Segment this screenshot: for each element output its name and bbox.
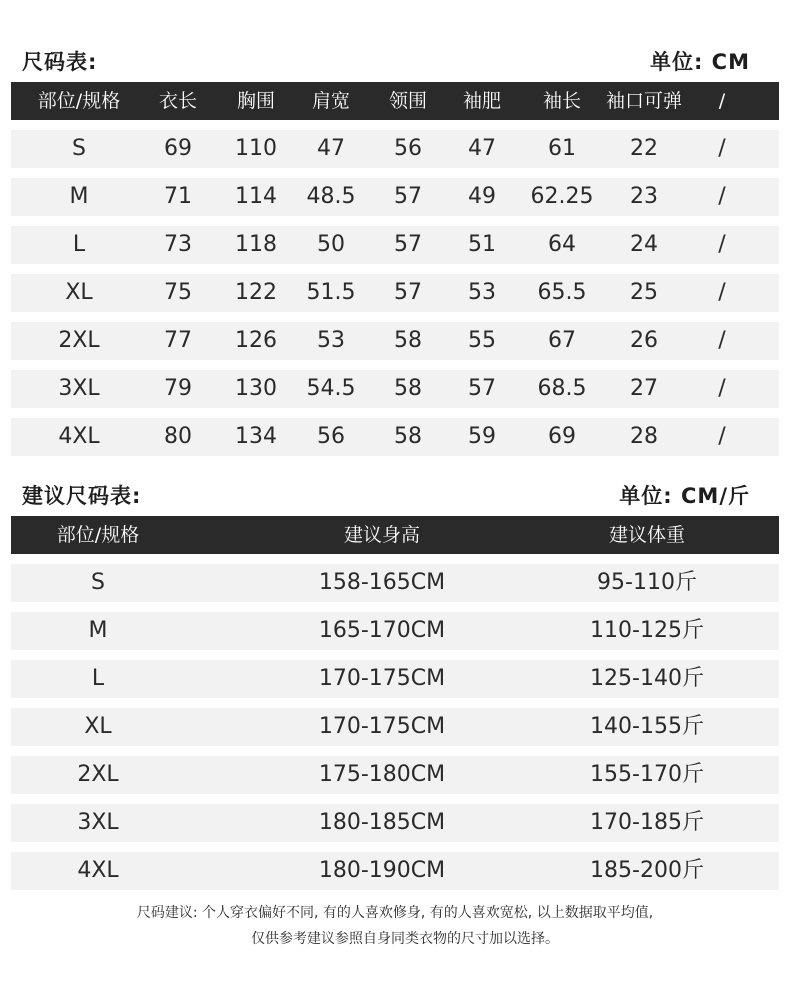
size-table-row (11, 370, 779, 408)
size-table-header-cell: 部位/规格 (37, 90, 121, 112)
size-table-cell: 53 (317, 328, 345, 353)
suggest-table-cell: L (91, 666, 105, 691)
size-table-cell: 62.25 (530, 184, 594, 209)
size-advice-note (0, 900, 790, 952)
size-table-cell: 51 (468, 232, 496, 257)
suggest-table-title: 建议尺码表: (22, 484, 142, 508)
size-table-header-cell: 衣长 (158, 90, 198, 112)
size-table-heading (0, 40, 790, 80)
size-table-cell: 2XL (58, 328, 100, 353)
size-table-header-cell: 袖口可弹 (605, 90, 683, 112)
size-table-cell: 75 (164, 280, 192, 305)
suggest-table-cell: 125-140斤 (590, 666, 704, 691)
size-table-cell: / (718, 424, 726, 449)
suggest-table-header-cell: 建议身高 (343, 524, 421, 546)
size-table-cell: L (72, 232, 86, 257)
size-table-cell: 65.5 (537, 280, 587, 305)
suggest-table-cell: 2XL (77, 762, 119, 787)
size-table-header-cell: 袖长 (542, 90, 582, 112)
suggest-table-header-row (11, 516, 779, 554)
size-table-header-row (11, 82, 779, 120)
size-table-title: 尺码表: (22, 50, 98, 74)
size-table-cell: 56 (394, 136, 422, 161)
size-table-row (11, 418, 779, 456)
size-table-cell: 58 (394, 424, 422, 449)
size-table-cell: 122 (235, 280, 277, 305)
size-table-cell: 110 (235, 136, 277, 161)
size-table-cell: 27 (630, 376, 658, 401)
size-table-cell: 49 (468, 184, 496, 209)
size-table-cell: 51.5 (306, 280, 356, 305)
size-table-cell: 47 (468, 136, 496, 161)
size-table-cell: 56 (317, 424, 345, 449)
size-table-row (11, 226, 779, 264)
size-table-cell: 57 (394, 184, 422, 209)
suggest-table-header-cell: 建议体重 (608, 524, 686, 546)
size-table-cell: 73 (164, 232, 192, 257)
suggest-table-cell: 158-165CM (318, 570, 446, 595)
suggest-table-row (11, 660, 779, 698)
size-table-unit: 单位: CM (649, 50, 750, 74)
size-table-cell: M (69, 184, 89, 209)
suggest-table-cell: M (88, 618, 108, 643)
size-table-header-cell: 肩宽 (311, 90, 351, 112)
size-table-cell: 130 (235, 376, 277, 401)
suggest-table-cell: 180-185CM (318, 810, 446, 835)
size-table-header-cell: / (718, 90, 726, 112)
size-table-cell: 54.5 (306, 376, 356, 401)
size-table-cell: 22 (630, 136, 658, 161)
size-table-cell: 69 (548, 424, 576, 449)
size-advice-line-2: 仅供参考建议参照自身同类衣物的尺寸加以选择。 (251, 931, 559, 947)
size-table-cell: 59 (468, 424, 496, 449)
size-table-header-cell: 袖肥 (462, 90, 502, 112)
size-table-cell: 79 (164, 376, 192, 401)
size-table-cell: 48.5 (306, 184, 356, 209)
size-table-cell: / (718, 328, 726, 353)
suggest-table-cell: 110-125斤 (590, 618, 704, 643)
suggest-table-cell: S (91, 570, 105, 595)
suggest-table-row (11, 756, 779, 794)
suggest-table-cell: 170-185斤 (590, 810, 704, 835)
size-table-cell: / (718, 136, 726, 161)
size-table-cell: 61 (548, 136, 576, 161)
suggest-table-row (11, 612, 779, 650)
size-table-cell: 57 (394, 232, 422, 257)
size-table-header-cell: 领围 (388, 90, 428, 112)
suggest-table-row (11, 852, 779, 890)
size-table-cell: 69 (164, 136, 192, 161)
size-table-cell: / (718, 280, 726, 305)
size-table-cell: S (72, 136, 86, 161)
size-table-cell: XL (65, 280, 93, 305)
size-table-row (11, 178, 779, 216)
size-table-row (11, 130, 779, 168)
size-table-cell: 23 (630, 184, 658, 209)
suggest-table-header-cell: 部位/规格 (56, 524, 140, 546)
suggest-table-cell: 185-200斤 (590, 858, 704, 883)
size-table-cell: 50 (317, 232, 345, 257)
size-table-cell: / (718, 376, 726, 401)
size-table-cell: 68.5 (537, 376, 587, 401)
suggest-table-cell: 170-175CM (318, 714, 446, 739)
size-table-cell: / (718, 184, 726, 209)
size-table-cell: 77 (164, 328, 192, 353)
size-table-cell: 126 (235, 328, 277, 353)
suggest-table-cell: 155-170斤 (590, 762, 704, 787)
size-table-cell: 53 (468, 280, 496, 305)
size-table-cell: 25 (630, 280, 658, 305)
size-table-cell: 26 (630, 328, 658, 353)
size-table-cell: 118 (235, 232, 277, 257)
size-table-cell: 57 (394, 280, 422, 305)
suggest-table-cell: 170-175CM (318, 666, 446, 691)
suggest-table-cell: 4XL (77, 858, 119, 883)
suggest-table-cell: 95-110斤 (597, 570, 697, 595)
size-table-cell: / (718, 232, 726, 257)
size-table-cell: 134 (235, 424, 277, 449)
size-table-cell: 47 (317, 136, 345, 161)
size-table-cell: 55 (468, 328, 496, 353)
size-table-cell: 57 (468, 376, 496, 401)
size-table-cell: 114 (235, 184, 277, 209)
size-table-cell: 64 (548, 232, 576, 257)
size-table (11, 82, 779, 466)
suggest-table-heading (0, 474, 790, 514)
size-table-header-cell: 胸围 (236, 90, 276, 112)
suggest-table-cell: 175-180CM (318, 762, 446, 787)
suggest-table-row (11, 708, 779, 746)
size-table-cell: 80 (164, 424, 192, 449)
size-advice-line-1: 尺码建议: 个人穿衣偏好不同, 有的人喜欢修身, 有的人喜欢宽松, 以上数据取平均值, (136, 905, 654, 921)
suggest-table (11, 516, 779, 900)
size-table-cell: 3XL (58, 376, 100, 401)
size-table-cell: 58 (394, 376, 422, 401)
size-table-cell: 67 (548, 328, 576, 353)
suggest-table-row (11, 804, 779, 842)
size-table-row (11, 274, 779, 312)
suggest-table-cell: 180-190CM (318, 858, 446, 883)
suggest-table-cell: XL (84, 714, 112, 739)
suggest-table-cell: 3XL (77, 810, 119, 835)
size-table-cell: 71 (164, 184, 192, 209)
size-table-row (11, 322, 779, 360)
size-table-cell: 58 (394, 328, 422, 353)
size-table-cell: 24 (630, 232, 658, 257)
suggest-table-unit: 单位: CM/斤 (619, 484, 750, 508)
suggest-table-cell: 140-155斤 (590, 714, 704, 739)
suggest-table-row (11, 564, 779, 602)
size-table-cell: 4XL (58, 424, 100, 449)
suggest-table-cell: 165-170CM (318, 618, 446, 643)
size-table-cell: 28 (630, 424, 658, 449)
